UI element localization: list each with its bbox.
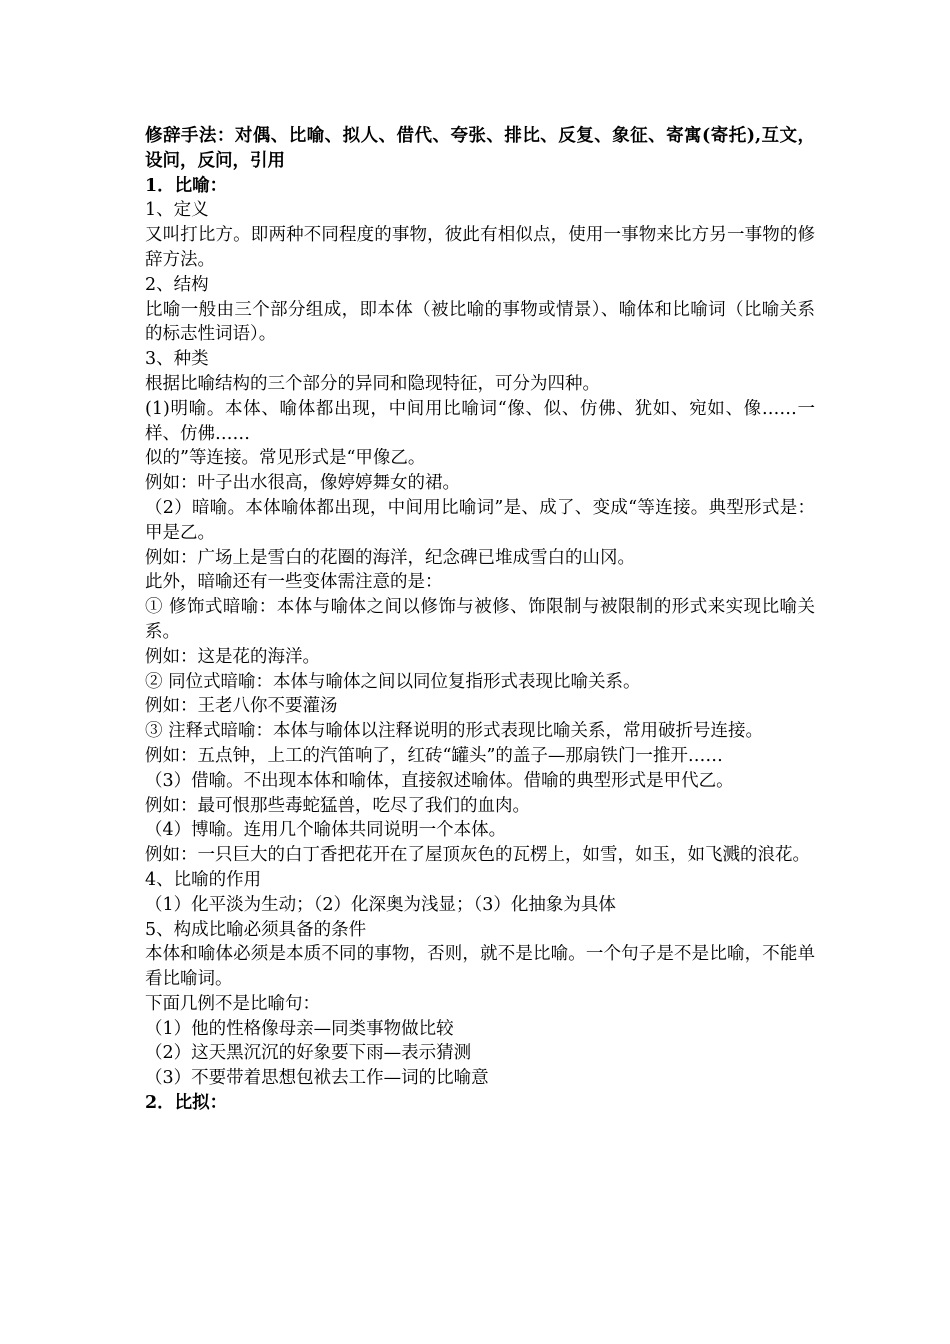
- paragraph-extended-metaphor: （4）博喻。连用几个喻体共同说明一个本体。: [145, 820, 507, 841]
- subheading-function: 4、比喻的作用: [145, 869, 262, 890]
- paragraph-metaphor-variants: 此外，暗喻还有一些变体需注意的是：: [145, 572, 443, 593]
- paragraph-borrowed-metaphor: （3）借喻。不出现本体和喻体，直接叙述喻体。借喻的典型形式是甲代乙。: [145, 770, 734, 791]
- section-heading-analogy: 2．比拟：: [145, 1093, 228, 1114]
- example-simile: 例如：叶子出水很高，像婷婷舞女的裙。: [145, 473, 460, 494]
- paragraph-non-metaphor-intro: 下面几例不是比喻句：: [145, 993, 320, 1014]
- paragraph-metaphor: （2）暗喻。本体喻体都出现，中间用比喻词”是、成了、变成“等连接。典型形式是：甲是乙。: [145, 497, 815, 543]
- non-metaphor-example-3: （3）不要带着思想包袱去工作—词的比喻意: [145, 1068, 489, 1089]
- example-appositive-metaphor: 例如：王老八你不要灌汤: [145, 696, 338, 717]
- example-annotative-metaphor: 例如：五点钟，上工的汽笛响了，红砖“罐头”的盖子—那扇铁门一推开……: [145, 745, 723, 766]
- heading-rhetoric-list: 修辞手法：对偶、比喻、拟人、借代、夸张、排比、反复、象征、寄寓(寄托),互文，设问，反问，引用: [145, 126, 815, 171]
- paragraph-function: （1）化平淡为生动；（2）化深奥为浅显；（3）化抽象为具体: [145, 894, 616, 915]
- paragraph-definition: 又叫打比方。即两种不同程度的事物，彼此有相似点，使用一事物来比方另一事物的修辞方法。: [145, 225, 815, 270]
- example-borrowed-metaphor: 例如：最可恨那些毒蛇猛兽，吃尽了我们的血肉。: [145, 795, 530, 816]
- subheading-definition: 1、定义: [145, 200, 209, 221]
- example-metaphor: 例如：广场上是雪白的花圈的海洋，纪念碑已堆成雪白的山冈。: [145, 547, 635, 568]
- paragraph-annotative-metaphor: ③ 注释式暗喻：本体与喻体以注释说明的形式表现比喻关系，常用破折号连接。: [145, 721, 764, 742]
- paragraph-structure: 比喻一般由三个部分组成，即本体（被比喻的事物或情景）、喻体和比喻词（比喻关系的标志性词语）。: [145, 299, 815, 345]
- subheading-structure: 2、结构: [145, 274, 209, 295]
- subheading-types: 3、种类: [145, 349, 209, 370]
- paragraph-simile-form: 似的”等连接。常见形式是“甲像乙。: [145, 448, 426, 469]
- document-page: [145, 124, 815, 1116]
- example-modifier-metaphor: 例如：这是花的海洋。: [145, 646, 320, 667]
- non-metaphor-example-2: （2）这天黑沉沉的好象要下雨—表示猜测: [145, 1043, 472, 1064]
- subheading-conditions: 5、构成比喻必须具备的条件: [145, 919, 367, 940]
- non-metaphor-example-1: （1）他的性格像母亲—同类事物做比较: [145, 1018, 454, 1039]
- section-heading-metaphor: 1．比喻：: [145, 175, 228, 196]
- paragraph-appositive-metaphor: ② 同位式暗喻：本体与喻体之间以同位复指形式表现比喻关系。: [145, 671, 641, 692]
- paragraph-simile: (1)明喻。本体、喻体都出现，中间用比喻词“像、似、仿佛、犹如、宛如、像……一样、仿佛……: [145, 398, 815, 444]
- paragraph-types-intro: 根据比喻结构的三个部分的异同和隐现特征，可分为四种。: [145, 373, 600, 394]
- example-extended-metaphor: 例如：一只巨大的白丁香把花开在了屋顶灰色的瓦楞上，如雪，如玉，如飞溅的浪花。: [145, 845, 810, 866]
- paragraph-modifier-metaphor: ① 修饰式暗喻：本体与喻体之间以修饰与被修、饰限制与被限制的形式来实现比喻关系。: [145, 597, 815, 642]
- paragraph-conditions: 本体和喻体必须是本质不同的事物，否则，就不是比喻。一个句子是不是比喻，不能单看比喻词。: [145, 944, 815, 990]
